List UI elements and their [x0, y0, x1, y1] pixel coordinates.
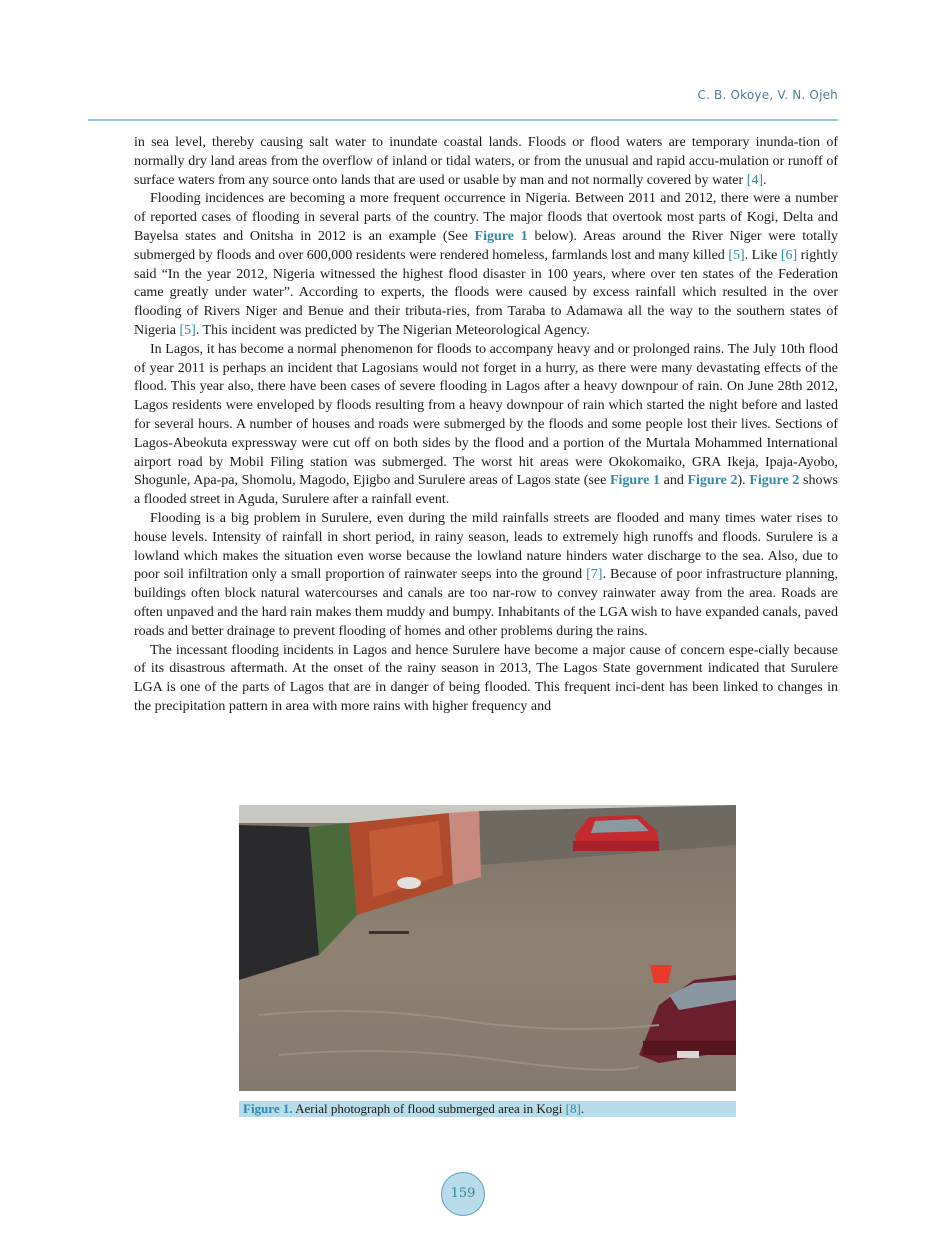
paragraph-3 [134, 341, 838, 510]
text-run: In Lagos, it has become a normal phenomenon for floods to accompany heavy and or prolonged rains. The July 10th flood of year 2011 is perhaps an incident that Lagosians would not forget in a hurry, as there were many devastating effects of the flood. This year also, there have been cases of severe flooding in Lagos after a heavy downpour of rain. On June 28th 2012, Lagos residents were enveloped by floods resulting from a heavy downpour of rain which started the night before and lasted for several hours. A number of houses and roads were submerged by the floods and some people lost their lives. Sections of Lagos-Abeokuta expressway were cut off on both sides by the flood and a portion of the Murtala Mohammed International airport road by Mobil Filing station was submerged. The worst hit areas were Okokomaiko, GRA Ikeja, Ipaja-Ayobo, Shogunle, Apa-pa, Shomolu, Magodo, Ejigbo and Surulere areas of Lagos state (see [134, 341, 838, 489]
citation-link[interactable]: [4] [746, 172, 764, 188]
pink-pillar [449, 811, 481, 885]
flood-photo-illustration [239, 805, 736, 1091]
text-run: rightly said “In the year 2012, Nigeria witnessed the highest flood disaster in 100 years, where over ten states of the Federation came greatly under water”. According to experts, the floods were caused by excess rainfall which resulted in the over flooding of Rivers Niger and Benue and their tributa-ries, from Taraba to Adamawa all the way to the southern states of Nigeria [134, 247, 838, 338]
paragraph-1 [134, 134, 838, 190]
text-run: and [659, 473, 688, 489]
figure-link[interactable]: Figure 2 [749, 473, 800, 489]
text-run: Flooding is a big problem in Surulere, even during the mild rainfalls streets are flooded and many times water rises to house levels. Intensity of rainfall in short period, in rainy season, leads to extremely high runoffs and floods. Surulere is a lowland which makes the situation even worse because the lowland nature hinders water discharge to the sea. Also, due to poor soil infiltration only a small proportion of rainwater seeps into the ground [134, 510, 838, 583]
citation-link[interactable]: [5] [728, 247, 745, 263]
text-run: Flooding incidences are becoming a more frequent occurrence in Nigeria. Between 2011 and 2012, there were a number of reported cases of flooding in several parts of the country. The major floods that overtook most parts of Kogi, Delta and Bayelsa states and Onitsha in 2012 is an example (See [134, 191, 838, 244]
citation-link[interactable]: [6] [780, 247, 798, 263]
floating-debris [397, 877, 421, 889]
citation-link[interactable]: [5] [179, 322, 196, 338]
article-body [134, 134, 838, 717]
floating-debris-2 [369, 931, 409, 934]
text-run: . Because of poor infrastructure planning, buildings often block natural watercourses and canals are too nar-row to convey rainwater away from the area. Roads are often unpaved and the hard rain makes them muddy and bumpy. Inhabitants of the LGA wish to have expanded canals, paved roads and better drainage to prevent flooding of homes and other problems during the rains. [134, 567, 838, 639]
figure-link[interactable]: Figure 1 [609, 473, 660, 489]
figure-link[interactable]: Figure 2 [687, 473, 738, 489]
citation-link[interactable]: [7] [586, 567, 603, 583]
text-run: ). [737, 473, 750, 489]
figure-caption [239, 1101, 736, 1117]
text-run: shows a flooded street in Aguda, Surulere after a rainfall event. [134, 473, 838, 508]
text-run: The incessant flooding incidents in Lagos and hence Surulere have become a major cause of concern espe-cially because of its disastrous aftermath. At the onset of the rainy season in 2013, The Lagos State government indicated that Surulere LGA is one of the parts of Lagos that are in danger of being flooded. This frequent inci-dent has been linked to changes in the precipitation pattern in area with more rains with higher frequency and [134, 642, 838, 714]
dark-wall [239, 825, 319, 980]
text-run: below). Areas around the River Niger were totally submerged by floods and over 600,000 residents were rendered homeless, farmlands lost and many killed [134, 228, 838, 263]
running-header-authors: C. B. Okoye, V. N. Ojeh [697, 88, 838, 102]
paragraph-4 [134, 510, 838, 642]
paragraph-5 [134, 642, 838, 717]
header-divider [88, 119, 838, 121]
caption-text: Aerial photograph of flood submerged area in Kogi [292, 1101, 566, 1116]
paragraph-2 [134, 190, 838, 340]
page-number: 159 [441, 1172, 485, 1216]
text-run: . [763, 172, 767, 188]
caption-end: . [580, 1101, 585, 1116]
text-run: in sea level, thereby causing salt water to inundate coastal lands. Floods or flood waters are temporary inunda-tion of normally dry land areas from the overflow of inland or tidal waters, or from the unusual and rapid accu-mulation or runoff of surface waters from any source onto lands that are used or usable by man and not normally covered by water [134, 135, 838, 188]
citation-link[interactable]: [8] [565, 1101, 581, 1116]
text-run: . This incident was predicted by The Nigerian Meteorological Agency. [195, 322, 590, 338]
figure-link[interactable]: Figure 1 [474, 228, 528, 244]
flood-photograph [239, 805, 736, 1091]
figure-label: Figure 1. [243, 1101, 293, 1116]
text-run: . Like [744, 247, 781, 263]
